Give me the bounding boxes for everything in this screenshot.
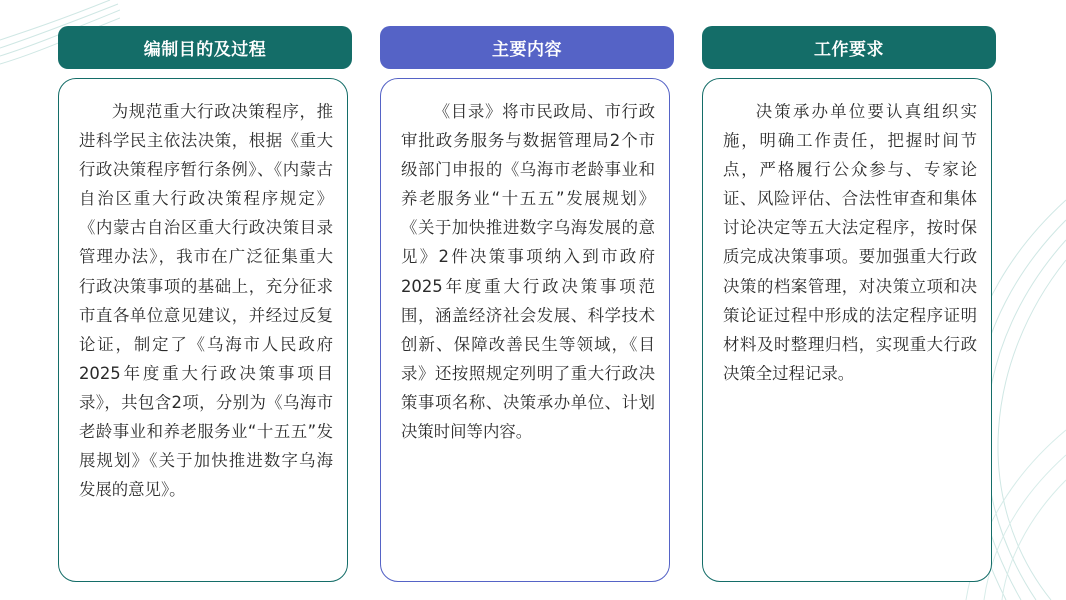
card-body-text: 为规范重大行政决策程序，推进科学民主依法决策，根据《重大行政决策程序暂行条例》、《内蒙古自治区重大行政决策程序规定》《内蒙古自治区重大行政决策目录管理办法》，我市在广泛征集重大行政决策事项的基础上，充分征求市直各单位意见建议，并经过反复论证，制定了《乌海市人民政府2025年度重大行政决策事项目录》，共包含2项，分别为《乌海市老龄事业和养老服务业“十五五”发展规划》《关于加快推进数字乌海发展的意见》。 (79, 102, 333, 500)
column-work-requirements (702, 26, 996, 383)
column-header-label: 编制目的及过程 (143, 40, 267, 60)
content-card-main-content (380, 78, 670, 582)
content-card-purpose (58, 78, 348, 582)
column-header-label: 工作要求 (814, 40, 884, 60)
card-body-text: 《目录》将市民政局、市行政审批政务服务与数据管理局2个市级部门申报的《乌海市老龄事业和养老服务业“十五五”发展规划》《关于加快推进数字乌海发展的意见》2件决策事项纳入到市政府2025年度重大行政决策事项范围，涵盖经济社会发展、科学技术创新、保障改善民生等领域，《目录》还按照规定列明了重大行政决策事项名称、决策承办单位、计划决策时间等内容。 (401, 102, 655, 442)
column-header-work-requirements (702, 26, 996, 69)
column-main-content (380, 26, 674, 442)
card-body-text: 决策承办单位要认真组织实施，明确工作责任，把握时间节点，严格履行公众参与、专家论证、风险评估、合法性审查和集体讨论决定等五大法定程序，按时保质完成决策事项。要加强重大行政决策的档案管理，对决策立项和决策论证过程中形成的法定程序证明材料及时整理归档，实现重大行政决策全过程记录。 (723, 102, 977, 383)
column-header-purpose (58, 26, 352, 69)
content-card-work-requirements (702, 78, 992, 582)
column-header-main-content (380, 26, 674, 69)
column-header-label: 主要内容 (492, 40, 562, 60)
column-purpose-and-process (58, 26, 352, 500)
